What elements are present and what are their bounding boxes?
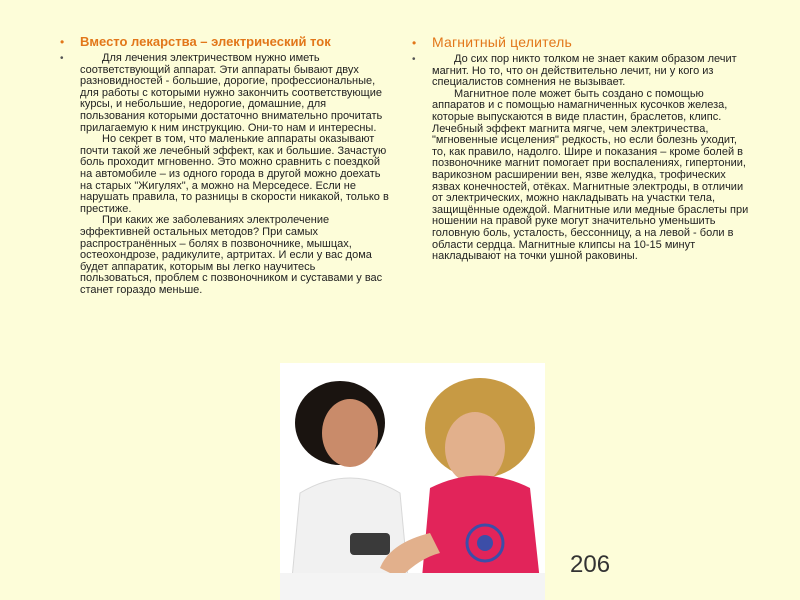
- doctor-patient-photo: [280, 363, 545, 600]
- left-paragraph-2: Но секрет в том, что маленькие аппараты оказывают почти такой же лечебный эффект, как и большие. Зачастую боль проходит мгновенно. Это можно сравнить с поездкой на автомобиле – из одного города в другой можно доехать на старых "Жигулях", а можно на Мерседесе. Если не нарушать правила, то разницы в скорости никакой, только в престиже.: [80, 133, 389, 215]
- bullet-icon: •: [412, 36, 417, 50]
- right-body: [432, 54, 752, 263]
- bullet-icon: •: [60, 35, 65, 49]
- left-column: [60, 34, 390, 296]
- page-number: 206: [570, 551, 611, 578]
- bullet-icon: •: [412, 54, 416, 65]
- right-paragraph-2: Магнитное поле может быть создано с помощью аппаратов и с помощью намагниченных кусочков железа, которые выпускаются в виде пластин, браслетов, клипс. Лечебный эффект магнита мягче, чем электричества, "мгновенные исцеления" редкость, но если болезнь уходит, то, как правило, надолго. Шире и показания – кроме болей в позвоночнике магнит помогает при воспалениях, гипертонии, варикозном расширении вен, язве желудка, трофических язвах конечностей, отёках. Магнитные электроды, в отличии от электрических, можно накладывать на участки тела, защищённые одеждой. Магнитные или медные браслеты при ношении на правой руке могут значительно уменьшить головную боль, усталость, бессонницу, а на левой - боли в области сердца. Магнитные клипсы на 10-15 минут накладывают на точки ушной раковины.: [432, 87, 749, 263]
- right-column: [412, 34, 752, 263]
- right-paragraph-1: До сих пор никто толком не знает каким образом лечит магнит. Но то, что он действительно лечит, ни у кого из специалистов сомнения не вызывает.: [432, 53, 737, 89]
- left-heading: Вместо лекарства – электрический ток: [80, 34, 331, 49]
- left-body: [80, 53, 390, 296]
- bullet-icon: •: [60, 53, 64, 64]
- photo-illustration: [280, 363, 545, 600]
- left-paragraph-3: При каких же заболеваниях электролечение эффективней остальных методов? При самых распространённых – болях в позвоночнике, мышцах, остеохондрозе, радикулите, артритах. И если у вас дома будет аппаратик, которым вы легко научитесь пользоваться, проблем с позвоночником и суставами у вас станет гораздо меньше.: [80, 214, 383, 296]
- right-heading: Магнитный целитель: [432, 34, 572, 50]
- left-paragraph-1: Для лечения электричеством нужно иметь соответствующий аппарат. Эти аппараты бывают двух разновидностей - большие, дорогие, профессиональные, для работы с которыми нужно закончить соответствующие курсы, и небольшие, недорогие, домашние, для пользования которыми достаточно внимательно прочитать прилагаемую к ним инструкцию. Они-то нам и интересны.: [80, 52, 383, 134]
